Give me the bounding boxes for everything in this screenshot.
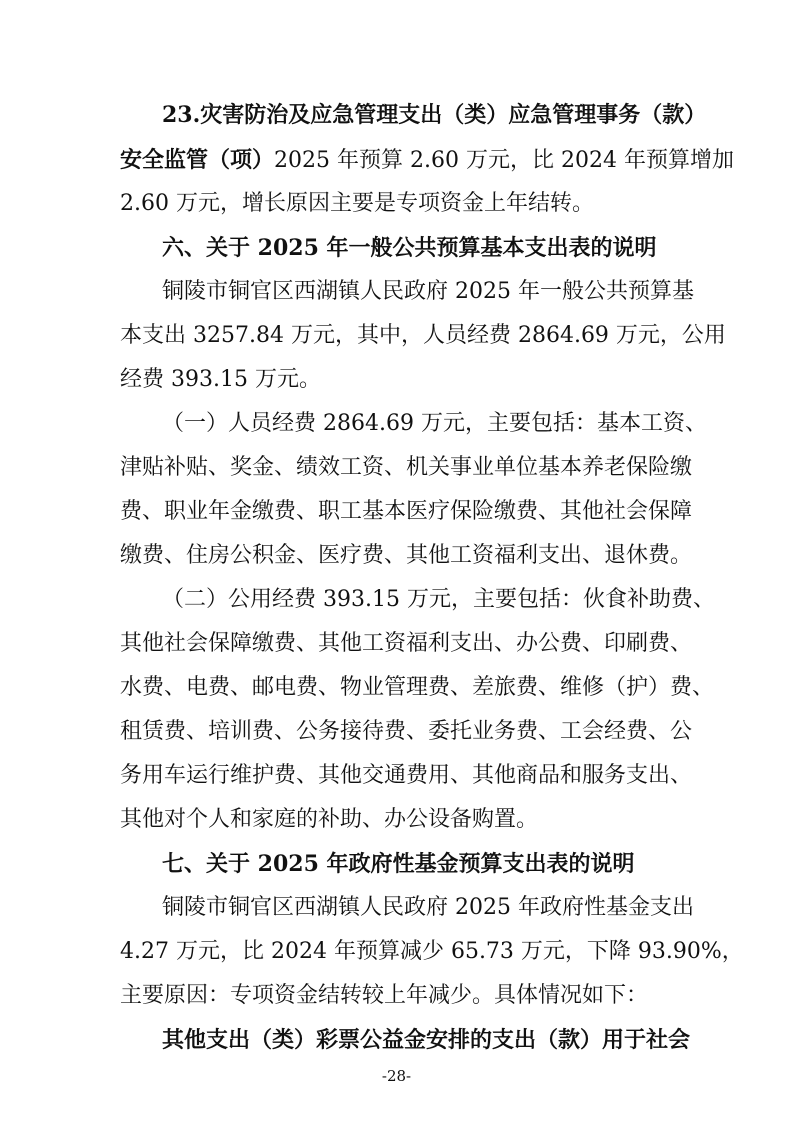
item-23-line-2 [120,146,734,175]
public-funds-line-3: 水费、电费、邮电费、物业管理费、差旅费、维修（护）费、 [120,675,715,700]
section-7-heading: 七、关于 2025 年政府性基金预算支出表的说明 [162,851,635,877]
personnel-funds-line-3: 费、职业年金缴费、职工基本医疗保险缴费、其他社会保障 [120,499,693,524]
item-other-line-1: 其他支出（类）彩票公益金安排的支出（款）用于社会 [162,1027,691,1053]
personnel-funds-line-1: （一）人员经费 2864.69 万元，主要包括：基本工资、 [162,411,707,436]
section-6-summary-line-2: 本支出 3257.84 万元，其中，人员经费 2864.69 万元，公用 [120,323,726,348]
item-23-line-2-rest: 2025 年预算 2.60 万元，比 2024 年预算增加 [274,148,734,173]
public-funds-line-1: （二）公用经费 393.15 万元，主要包括：伙食补助费、 [162,587,715,612]
item-23-line-1: 23.灾害防治及应急管理支出（类）应急管理事务（款） [162,102,707,128]
section-6-heading: 六、关于 2025 年一般公共预算基本支出表的说明 [162,235,657,261]
section-6-summary-line-3: 经费 393.15 万元。 [120,367,321,392]
item-23-bold-prefix: 安全监管（项） [120,147,275,173]
public-funds-line-2: 其他社会保障缴费、其他工资福利支出、办公费、印刷费、 [120,631,693,656]
public-funds-line-5: 务用车运行维护费、其他交通费用、其他商品和服务支出、 [120,763,693,788]
section-6-summary-line-1: 铜陵市铜官区西湖镇人民政府 2025 年一般公共预算基 [162,279,694,304]
personnel-funds-line-2: 津贴补贴、奖金、绩效工资、机关事业单位基本养老保险缴 [120,455,693,480]
public-funds-line-6: 其他对个人和家庭的补助、办公设备购置。 [120,807,539,832]
item-23-line-3: 2.60 万元，增长原因主要是专项资金上年结转。 [120,191,594,216]
section-7-summary-line-2: 4.27 万元，比 2024 年预算减少 65.73 万元，下降 93.90%， [120,939,744,964]
public-funds-line-4: 租赁费、培训费、公务接待费、委托业务费、工会经费、公 [120,719,693,744]
section-7-summary-line-1: 铜陵市铜官区西湖镇人民政府 2025 年政府性基金支出 [162,895,694,920]
page-number: -28- [381,1067,412,1085]
personnel-funds-line-4: 缴费、住房公积金、医疗费、其他工资福利支出、退休费。 [120,543,693,568]
section-7-summary-line-3: 主要原因：专项资金结转较上年减少。具体情况如下： [120,983,649,1008]
